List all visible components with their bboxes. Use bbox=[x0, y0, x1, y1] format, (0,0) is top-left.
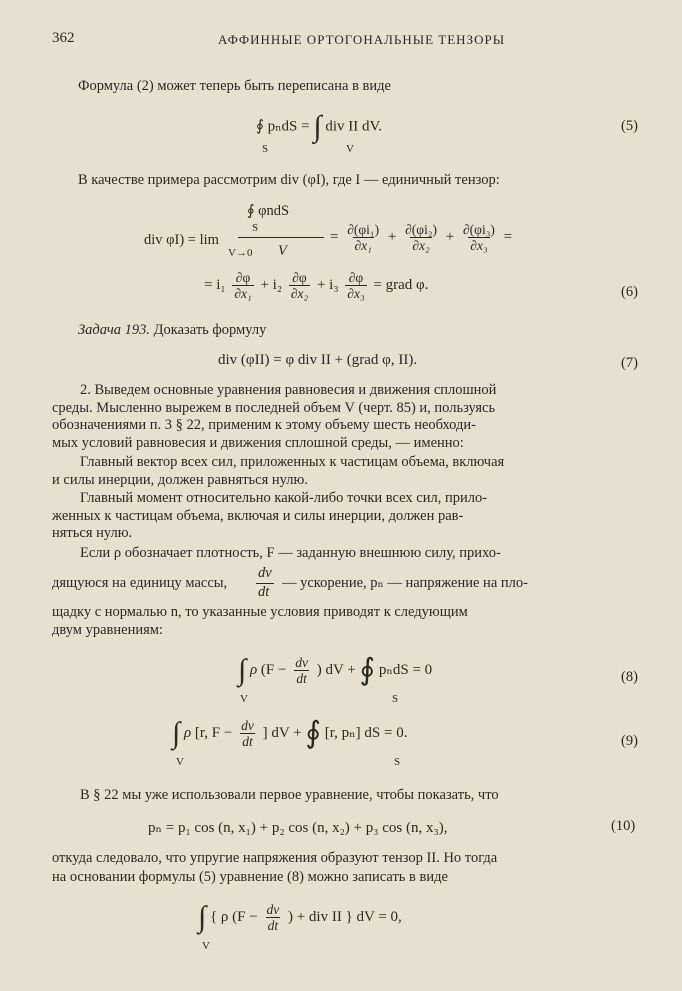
eq9-sub-v: V bbox=[176, 756, 184, 768]
eq9-number: (9) bbox=[621, 733, 638, 749]
final-sub-v: V bbox=[202, 940, 210, 952]
eq6-number: (6) bbox=[621, 284, 638, 300]
eq5-integrand: div II dV. bbox=[325, 118, 383, 135]
para5-line4: двум уравнениям: bbox=[52, 622, 163, 638]
para5-frac-num: dv bbox=[258, 565, 272, 581]
paragraph-2: 2. Выведем основные уравнения равновесия и движения сплошной среды. Мысленно вырежем в последней объем V (черт. 85) и, пользуясь обозначениями п. 3 § 22, применим к этому объему шесть необходи- мых условий равновесия и движения сплошной среды, — именно: bbox=[52, 382, 497, 451]
eq7-number: (7) bbox=[621, 355, 638, 371]
line-after-9: В § 22 мы уже использовали первое уравнение, чтобы показать, что bbox=[80, 787, 499, 803]
example-line: В качестве примера рассмотрим div (φI), где I — единичный тензор: bbox=[78, 172, 500, 188]
eq10-number: (10) bbox=[611, 818, 636, 834]
equation-8: ∫ ρ (F − $\frac{dv}{dt}$ ) dV + ∮ pₙdS = 0 bbox=[238, 653, 433, 687]
equation-5 bbox=[256, 112, 382, 142]
task-label: Задача 193. bbox=[78, 322, 150, 338]
para5-frac-den: dt bbox=[258, 584, 270, 600]
equation-final: ∫ { ρ (F − $\frac{dv}{dt}$ ) + div II } dV = 0, bbox=[198, 900, 402, 934]
para5-line3: щадку с нормалью n, то указанные условия приводят к следующим bbox=[52, 604, 468, 620]
integral-sign: ∫ bbox=[313, 110, 322, 143]
paragraph-4: Главный момент относительно какой-либо точки всех сил, прило- женных к частицам объема, включая и силы инерции, должен рав- няться нулю. bbox=[52, 490, 488, 541]
para5-line2a: дящуюся на единицу массы, bbox=[52, 575, 228, 591]
equation-7: div (φII) = φ div II + (grad φ, II). bbox=[218, 352, 418, 368]
eq5-sub-v: V bbox=[346, 143, 354, 155]
task-text: Доказать формулу bbox=[153, 322, 267, 338]
paragraph-3: Главный вектор всех сил, приложенных к частицам объема, включая и силы инерции, должен равняться нулю. bbox=[52, 454, 505, 488]
task-line bbox=[78, 322, 266, 339]
eq6-numerator-top: ∮ φndS bbox=[247, 203, 290, 219]
equation-9: ∫ ρ [r, F − $\frac{dv}{dt}$ ] dV + ∮ [r, pₙ] dS = 0. bbox=[172, 716, 408, 750]
eq5-number: (5) bbox=[621, 118, 638, 134]
line-after-10-1: откуда следовало, что упругие напряжения образуют тензор II. Но тогда bbox=[52, 850, 498, 866]
eq6-denominator: V bbox=[278, 243, 287, 259]
page-number: 362 bbox=[52, 30, 75, 46]
eq6-numerator-sub: S bbox=[252, 222, 259, 234]
para5-line2b: — ускорение, pₙ — напряжение на пло- bbox=[282, 575, 528, 591]
eq8-number: (8) bbox=[621, 669, 638, 685]
eq6-fraction-bar bbox=[238, 237, 324, 238]
eq8-sub-s: S bbox=[392, 693, 399, 705]
line-after-10-2: на основании формулы (5) уравнение (8) можно записать в виде bbox=[52, 869, 448, 885]
eq5-sub-s: S bbox=[262, 143, 269, 155]
eq5-lhs: ∮ pₙdS = bbox=[256, 118, 310, 135]
equation-10: pₙ = p₁ cos (n, x₁) + p₂ cos (n, x₂) + p₃ cos (n, x₃), bbox=[148, 820, 448, 836]
eq6-lhs: div φI) = lim bbox=[144, 232, 219, 248]
eq6-lim-sub: V→0 bbox=[228, 247, 253, 259]
formula-intro-line: Формула (2) может теперь быть переписана в виде bbox=[78, 78, 391, 94]
running-title: АФФИННЫЕ ОРТОГОНАЛЬНЫЕ ТЕНЗОРЫ bbox=[218, 32, 506, 47]
eq6-line2: = i₁ $\frac{\partial\varphi}{\text{∂x₁}}$ + i₂ $\frac{\partial\varphi}{\text{∂x₂}}$ + i₃ $\frac{\partial\varphi}{\text{∂x₃}}$ = grad φ. bbox=[204, 270, 429, 301]
eq8-sub-v: V bbox=[240, 693, 248, 705]
eq6-terms: = $\frac{\text{∂(φi₁)}}{\text{∂x₁}}$ + $\frac{\text{∂(φi₂)}}{\text{∂x₂}}$ + $\frac{\text{∂(φi₃)}}{\text{∂x₃}}$ = bbox=[330, 222, 513, 253]
para5-line1: Если ρ обозначает плотность, F — заданную внешнюю силу, прихо- bbox=[80, 545, 501, 561]
eq9-sub-s: S bbox=[394, 756, 401, 768]
